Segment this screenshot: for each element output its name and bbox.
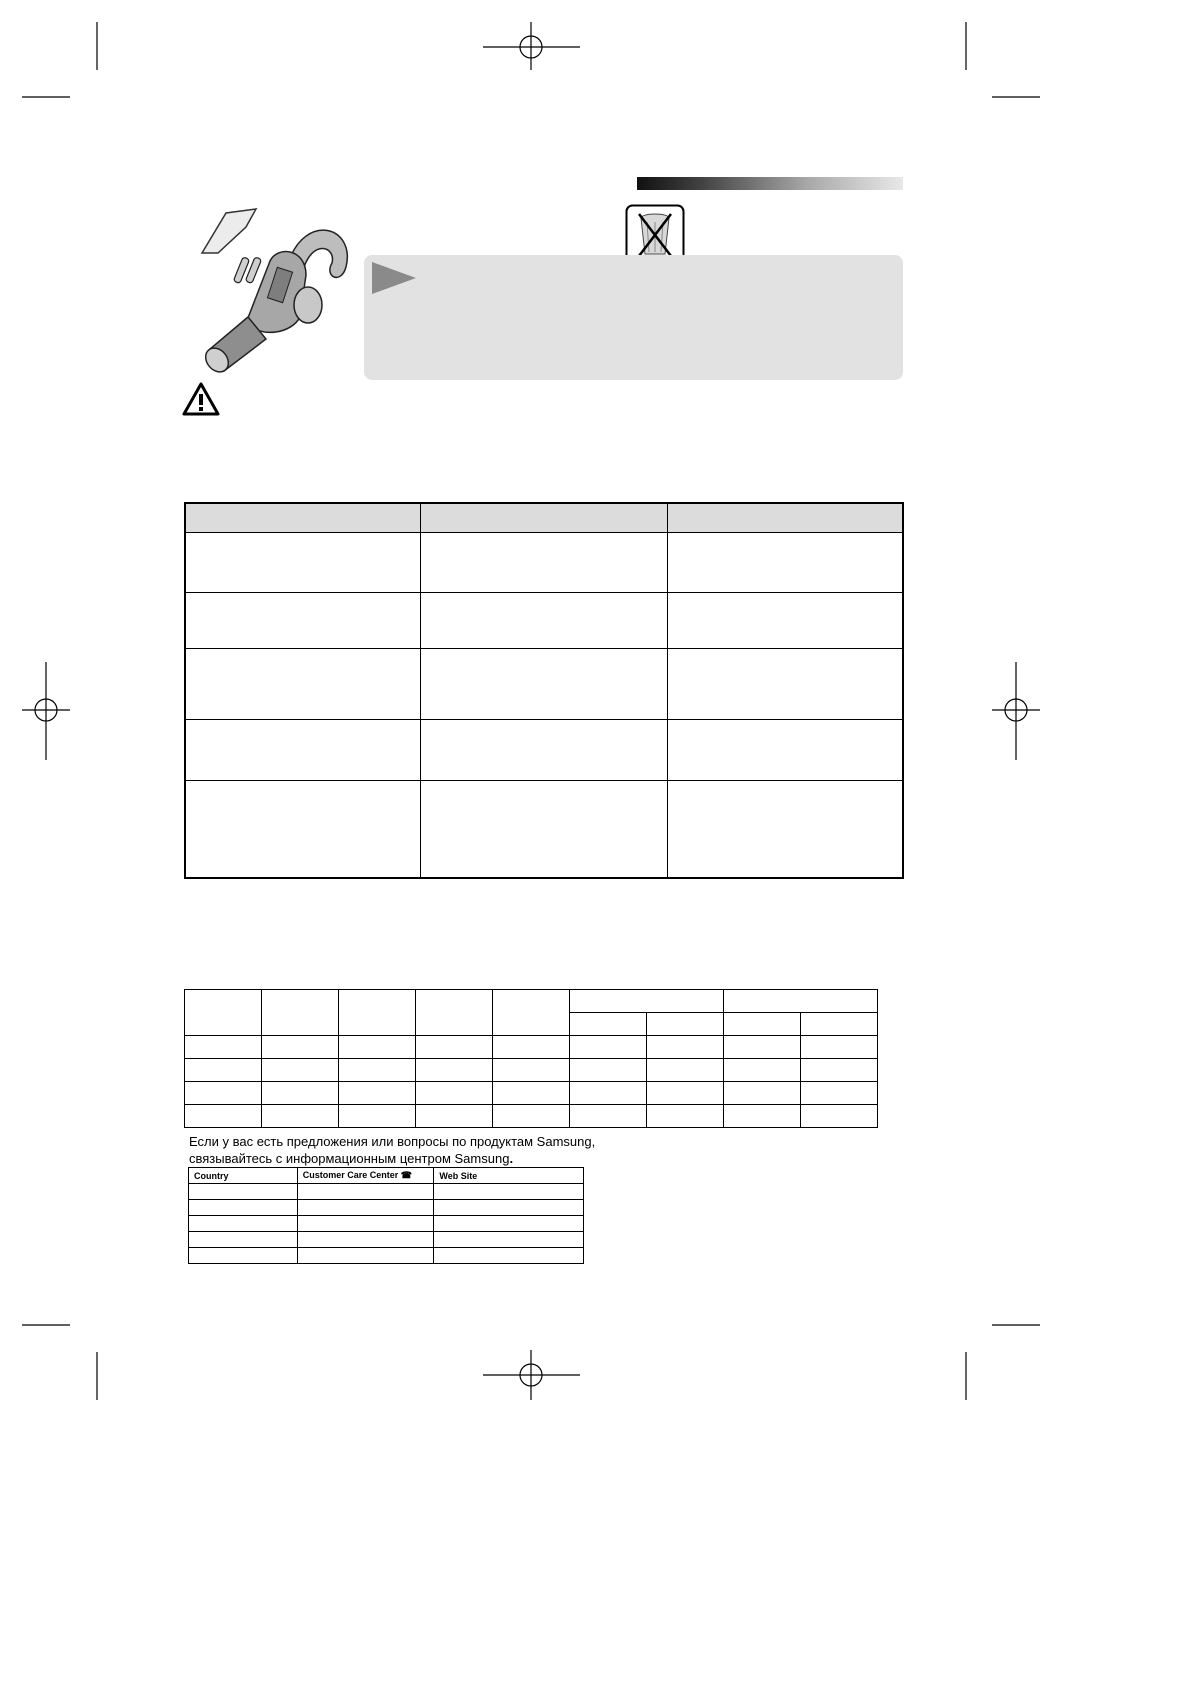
table-row xyxy=(189,1248,584,1264)
table-header-row xyxy=(189,1168,584,1184)
contact-note-line-1: Если у вас есть предложения или вопросы по продуктам Samsung, xyxy=(189,1134,596,1149)
hose-handle-battery-illustration xyxy=(196,205,366,375)
table-row xyxy=(185,533,903,593)
contact-note-line-2: связывайтесь с информационным центром Samsung. xyxy=(189,1151,514,1166)
header-web-site: Web Site xyxy=(434,1168,584,1184)
table-row xyxy=(185,1082,878,1105)
table-row xyxy=(185,649,903,720)
section-header-bar xyxy=(637,177,903,190)
troubleshooting-table xyxy=(184,502,904,879)
warning-triangle-icon xyxy=(181,381,221,417)
table-row xyxy=(189,1232,584,1248)
table-row xyxy=(185,720,903,781)
table-row xyxy=(185,1059,878,1082)
specification-table xyxy=(184,989,878,1128)
table-header-row xyxy=(185,990,878,1013)
table-header-row xyxy=(185,503,903,533)
table-row xyxy=(189,1216,584,1232)
header-country: Country xyxy=(189,1168,298,1184)
table-row xyxy=(185,1105,878,1128)
header-customer-care-center: Customer Care Center ☎ xyxy=(297,1168,434,1184)
table-row xyxy=(185,1036,878,1059)
table-row xyxy=(185,593,903,649)
table-row xyxy=(185,781,903,878)
note-box xyxy=(364,255,903,380)
contact-note xyxy=(189,1133,609,1167)
contacts-table xyxy=(188,1167,584,1264)
table-row xyxy=(189,1184,584,1200)
note-arrow-icon xyxy=(372,262,416,294)
table-row xyxy=(189,1200,584,1216)
